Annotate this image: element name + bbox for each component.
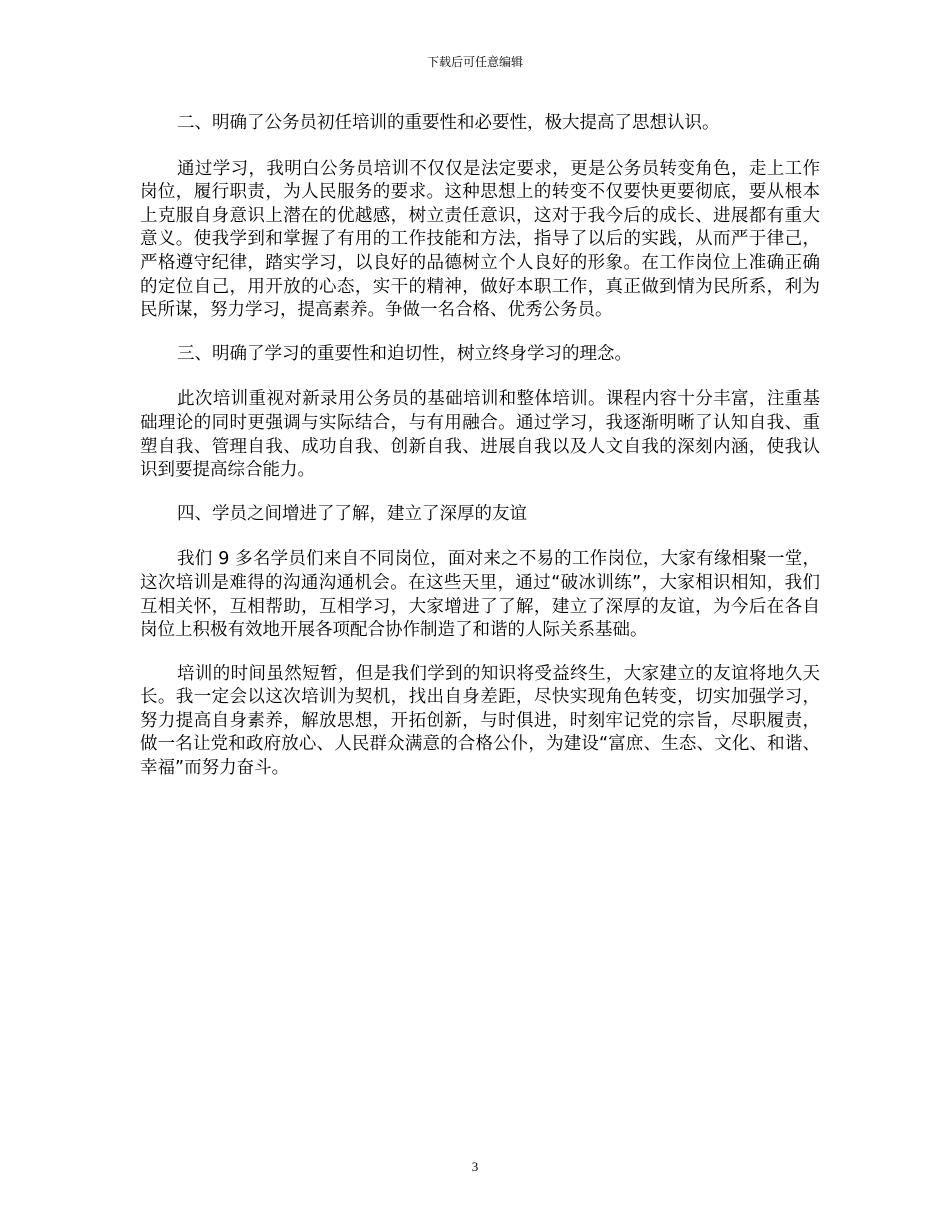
section-heading-3: 三、明确了学习的重要性和迫切性，树立终身学习的理念。: [177, 343, 632, 364]
section-paragraph-3: 此次培训重视对新录用公务员的基础培训和整体培训。课程内容十分丰富，注重基础理论的同时更强调与实际结合，与有用融合。通过学习，我逐渐明晰了认知自我、重塑自我、管理自我、成功自我、创新自我、进展自我以及人文自我的深刻内涵，使我认识到要提高综合能力。: [140, 389, 820, 481]
document-body: [140, 112, 820, 801]
page-header: 下载后可任意编辑: [426, 55, 523, 69]
page-number: 3: [471, 1159, 479, 1174]
closing-paragraph: 培训的时间虽然短暂，但是我们学到的知识将受益终生，大家建立的友谊将地久天长。我一定会以这次培训为契机，找出自身差距，尽快实现角色转变，切实加强学习，努力提高自身素养，解放思想，开拓创新，与时俱进，时刻牢记党的宗旨，尽职履责，做一名让党和政府放心、人民群众满意的合格公仆，为建设“富庶、生态、文化、和谐、幸福”而努力奋斗。: [140, 663, 820, 779]
section-heading-4: 四、学员之间增进了了解，建立了深厚的友谊: [177, 503, 527, 524]
section-heading-2: 二、明确了公务员初任培训的重要性和必要性，极大提高了思想认识。: [177, 113, 720, 133]
section-paragraph-2: 通过学习，我明白公务员培训不仅仅是法定要求，更是公务员转变角色，走上工作岗位，履行职责，为人民服务的要求。这种思想上的转变不仅要快更要彻底，要从根本上克服自身意识上潜在的优越感，树立责任意识，这对于我今后的成长、进展都有重大意义。使我学到和掌握了有用的工作技能和方法，指导了以后的实践，从而严于律己，严格遵守纪律，踏实学习，以良好的品德树立个人良好的形象。在工作岗位上准确正确的定位自己，用开放的心态，实干的精神，做好本职工作，真正做到情为民所系，利为民所谋，努力学习，提高素养。争做一名合格、优秀公务员。: [140, 158, 820, 321]
section-paragraph-4: 我们 9 多名学员们来自不同岗位，面对来之不易的工作岗位，大家有缘相聚一堂，这次培训是难得的沟通沟通机会。在这些天里，通过“破冰训练”，大家相识相知，我们互相关怀，互相帮助，互相学习，大家增进了了解，建立了深厚的友谊，为今后在各自岗位上积极有效地开展各项配合协作制造了和谐的人际关系基础。: [140, 549, 820, 641]
